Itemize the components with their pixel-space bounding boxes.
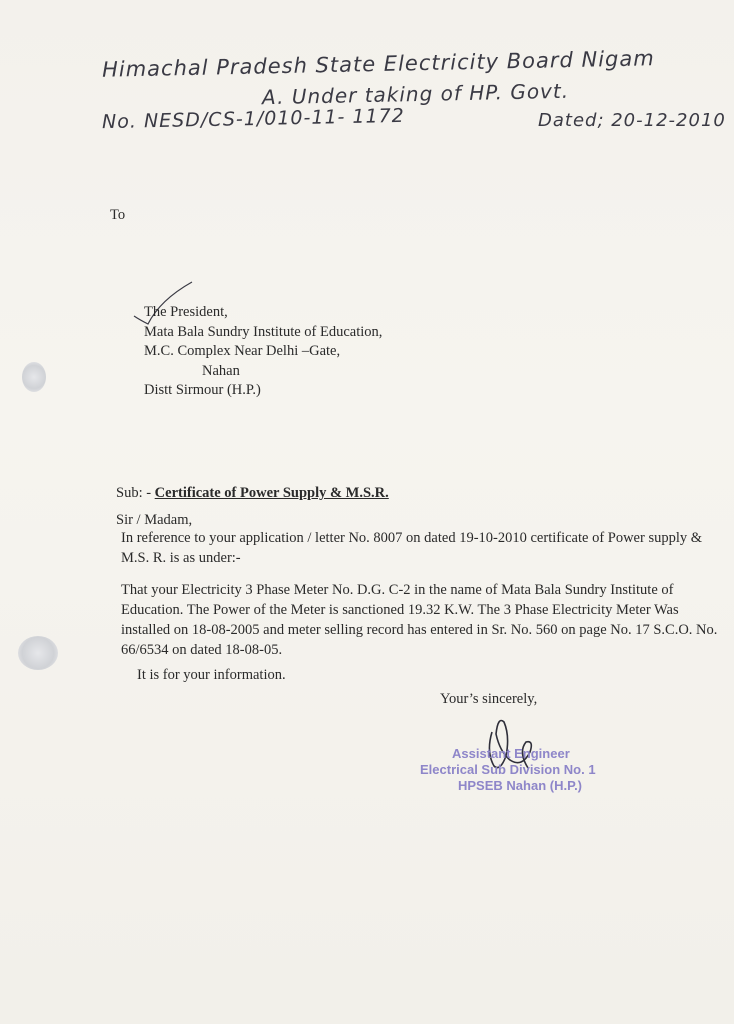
sign-off: Your’s sincerely,: [440, 691, 538, 707]
stamp-location: HPSEB Nahan (H.P.): [458, 778, 583, 793]
address-line: Distt Sirmour (H.P.): [144, 382, 261, 398]
address-line: Nahan: [202, 362, 240, 379]
punch-hole-bottom: [18, 636, 58, 670]
info-line: It is for your information.: [137, 667, 286, 683]
address-line: Mata Bala Sundry Institute of Education,: [144, 323, 383, 340]
address-line: M.C. Complex Near Delhi –Gate,: [144, 343, 341, 359]
to-label: To: [110, 207, 126, 223]
subject-title: Certificate of Power Supply & M.S.R.: [154, 485, 389, 501]
stamp-designation: Assistant Engineer: [452, 746, 570, 761]
stamp-division: Electrical Sub Division No. 1: [420, 762, 596, 777]
subject-prefix: Sub: -: [116, 485, 155, 501]
letter-date: Dated; 20-12-2010: [538, 110, 726, 131]
reference-number: No. NESD/CS-1/010-11- 1172: [101, 104, 406, 134]
subject-line: [116, 483, 389, 503]
recipient-address: [144, 303, 382, 401]
undertaking-handwritten: A. Under taking of HP. Govt.: [261, 78, 570, 110]
punch-hole-top: [22, 362, 46, 392]
org-name-handwritten: Himachal Pradesh State Electricity Board Nigam: [101, 46, 655, 82]
salutation: Sir / Madam,: [116, 512, 193, 528]
body-paragraph-1: In reference to your application / letter No. 8007 on dated 19-10-2010 certificate of Power supply & M.S. R. is as under:-: [121, 530, 703, 566]
body-paragraph-2: That your Electricity 3 Phase Meter No. D.G. C-2 in the name of Mata Bala Sundry Institute of Education. The Power of the Meter is sanctioned 19.32 K.W. The 3 Phase Electricity Meter Was installed on 18-08-2005 and meter selling record has entered in Sr. No. 560 on page No. 17 S.C.O. No. 66/6534 on dated 18-08-05.: [121, 582, 718, 658]
address-line: The President,: [144, 304, 228, 320]
